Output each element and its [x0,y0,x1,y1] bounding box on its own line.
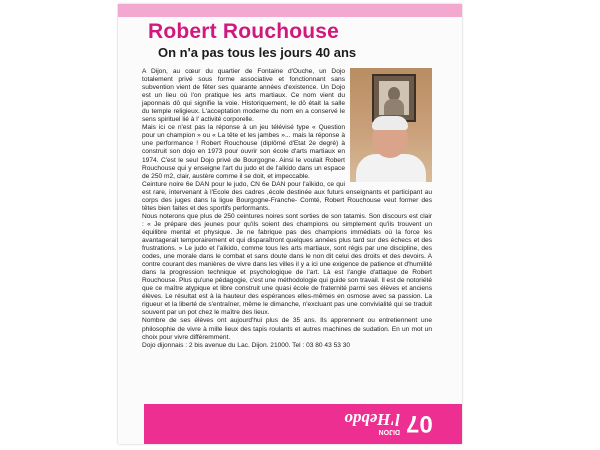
top-color-band [118,4,462,17]
portrait-photo [350,68,432,182]
page-number: 07 [406,410,433,437]
brand-logo [304,410,404,436]
article-subtitle: On n'a pas tous les jours 40 ans [158,45,357,60]
newspaper-page [118,4,462,444]
brand-name: l'Hebdo [344,410,400,429]
paragraph-address: Dojo dijonnais : 2 bis avenue du Lac. Dijon. 21000. Tel : 03 80 43 53 30 [142,341,351,349]
paragraph-dojo: Mais ici ce n'est pas la réponse à un jeu télévisé type « Question pour un champion » ou « La tête et les jambes »... mais la réponse à une performance ! Robert Rouchouse (diplômé d'Etat 2e degré) à construit son dojo en 1973 pour ouvrir son école d'arts martiaux en 1974. C'est le seul Dojo privé de Bourgogne. Ainsi le voulait Robert Rouchouse qui y enseigne l'art du judo et de l'aïkido dans un espace de 250 m2, clair, austère comme il se doit, et impeccable. [142,124,345,180]
paragraph-grades: Ceinture noire 6e DAN pour le judo, CN 6e DAN pour l'aïkido, ce qui est rare, intervenant à l'Ecole des cadres ,école destinée aux futurs enseignants et participant au corps des juges dans la ligue Bourgogne-Franche- Comté, Robert Rouchouse veut former des têtes bien faites et des sportifs performants. [142,180,432,212]
footer-band [144,404,462,444]
article-title: Robert Rouchouse [148,20,340,43]
paragraph-students: Nombre de ses élèves ont aujourd'hui plus de 35 ans. Ils apprennent ou entretiennent une philosophie de vivre à mille lieux des tapis roulants et autres machines de sudation. En un mot un choix pour vivre différemment. [142,317,432,341]
wall-portrait-frame [372,74,416,122]
paragraph-intro: A Dijon, au cœur du quartier de Fontaine d'Ouche, un Dojo totalement privé sous forme associative et fonctionnant sans subvention vient de fêter ses quarante années d'existence. Un Dojo est un lieu où l'on pratique les arts martiaux. Ce nom vient du japonnais dō qui signifie la voie. Historiquement, le dō était la salle du temple religieux. L'acceptation moderne du nom en a conservé le sens spirituel lié à l' activité corporelle. [142,68,345,124]
article-body [142,68,432,350]
paragraph-philosophy: Nous noterons que plus de 250 ceintures noires sont sorties de son tatamis. Son discours est clair : « Je prépare des jeunes pour qu'ils soient des champions ou simplement qu'ils trouvent un équilibre mental et physique. Je ne fabrique pas des champions immédiats où la force les avantagerait temporairement et qui disparaîtront quelques années plus tard sur des échecs et des frustrations. » Le judo et l'aïkido, comme tous les arts martiaux, sont régis par une discipline, des codes, une morale dans le combat et sans doute dans le non dit celui des droits et des devoirs. A contre courant des manières de vivre dans les villes il y a ici une exigence de patience et d'humilité dans la progression technique et psychologique de l'art. Là est l'angle d'attaque de Robert Rouchouse. Plus qu'une pédagogie, c'est une méthodologie qui guide son travail. Il est de notoriété que ce maître atypique et libre construit une quasi école de fraternité parmi ses élèves et anciens élèves. Le résultat est à la hauteur des espérances elles-mêmes en osmose avec sa passion. La rigueur et la liberté de s'entraîner, même le dimanche, n'excluant pas une convivialité qui se traduit souvent par un pot chez le maître des lieux. [142,212,432,317]
brand-city: DIJON [378,428,400,435]
